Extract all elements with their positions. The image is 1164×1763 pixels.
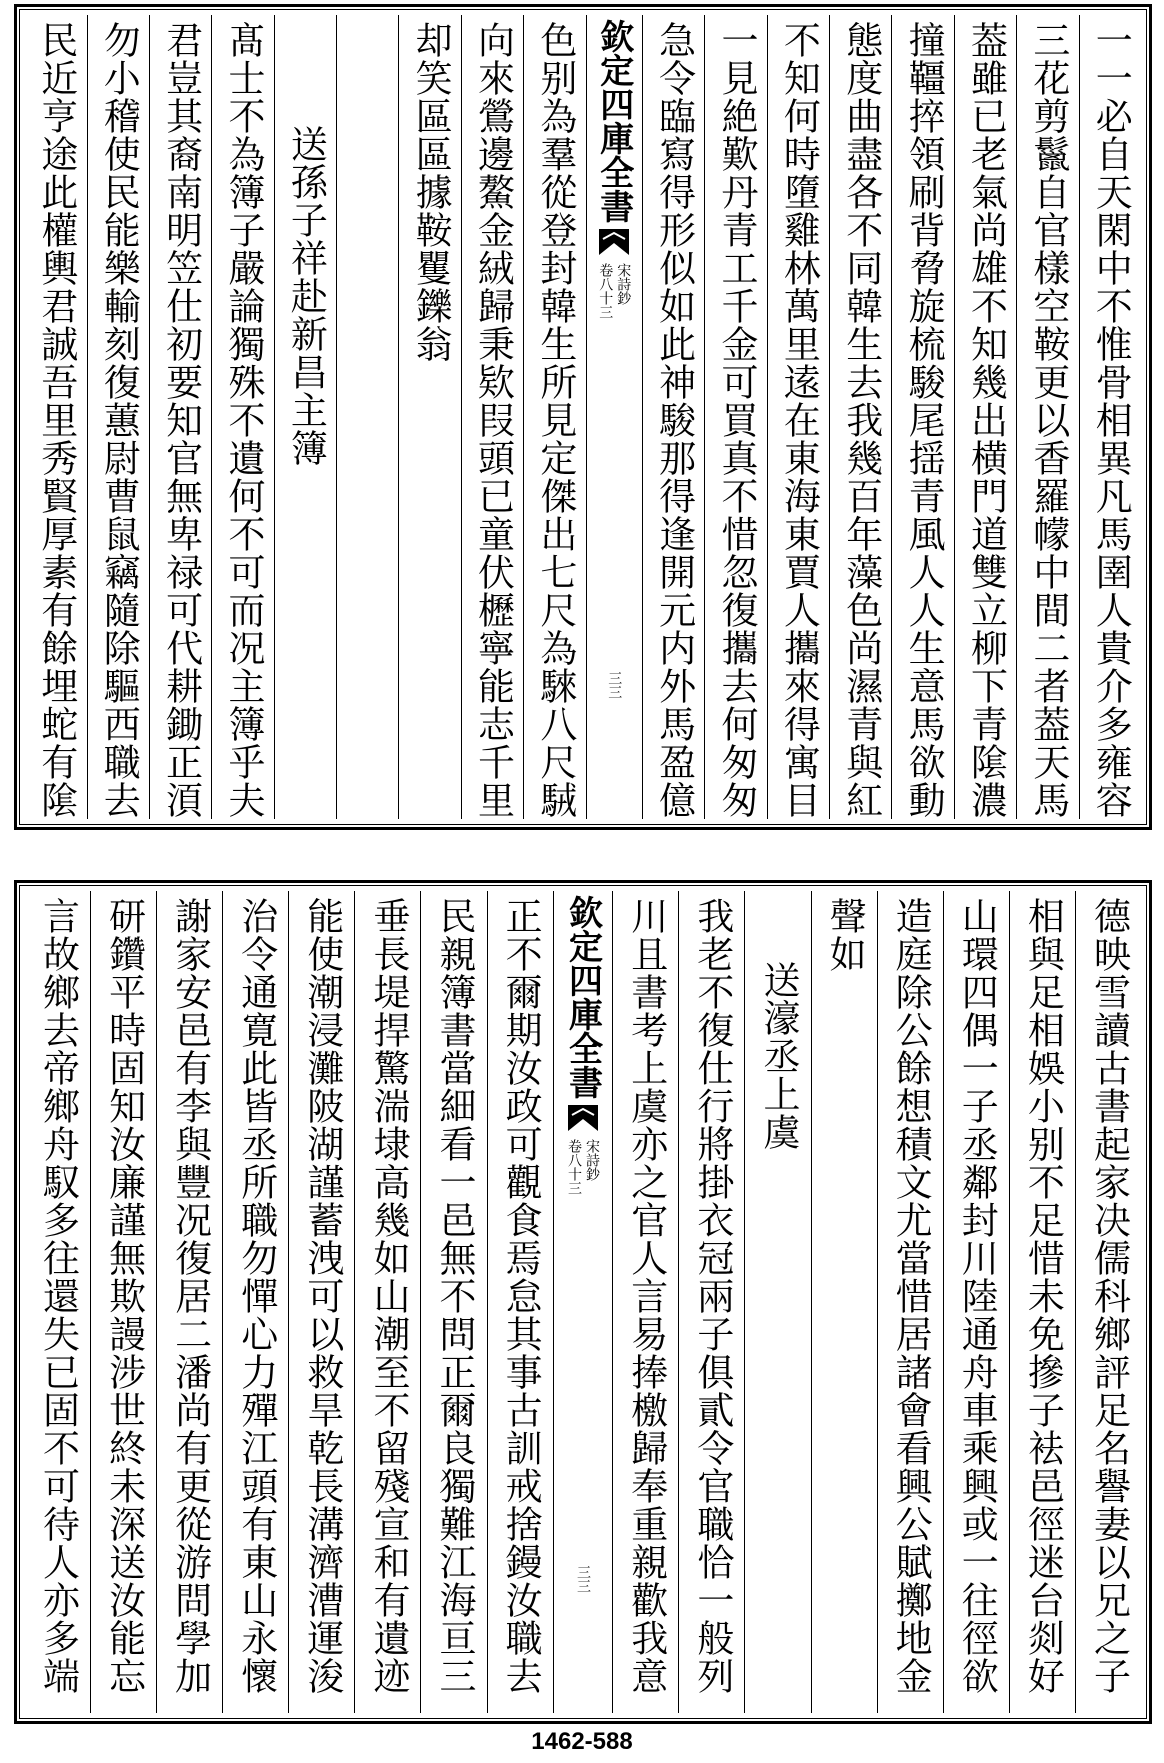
column-text: 正不爾期汝政可觀食焉怠其事古訓戒捨鏝汝職去: [499, 897, 543, 1695]
text-column: [891, 15, 953, 819]
text-column: [877, 891, 943, 1713]
text-column: [420, 891, 486, 1713]
column-text: 勿小稽使民能樂輸刻復蕙尉曹鼠竊隨除驅西職去: [97, 21, 141, 819]
column-text: 相與足相娛小别不足惜未免摻子袪邑徑迷台剡好: [1021, 897, 1065, 1695]
column-text: 治令通寛此皆丞所職勿憚心力殫江頭有東山永懷: [234, 897, 278, 1695]
text-column: [954, 15, 1016, 819]
center-fold-column: [553, 891, 613, 1713]
column-text: 撞韁捽領刷背脅旋梳駿尾揺青風人人生意馬欲動: [902, 21, 946, 819]
text-column: [149, 15, 211, 819]
column-text: 却笑區區據鞍矍鑠翁: [409, 21, 453, 363]
folio-number: 三三: [574, 1565, 591, 1593]
volume-info: [597, 263, 631, 319]
column-text: 民近亨途此權輿君誠吾里秀賢厚素有餘埋蛇有隂: [34, 21, 78, 819]
book-title: 欽定四庫全書: [593, 19, 634, 223]
column-text: 德映雪讀古書起家决儒科鄉評足名譽妻以兄之子: [1087, 897, 1131, 1695]
top-page-frame: [14, 4, 1152, 830]
text-column: [704, 15, 766, 819]
volume-number: 卷八十三: [565, 1139, 582, 1195]
text-column: [211, 15, 273, 819]
column-text: 聲如: [823, 897, 867, 973]
column-text: 山環四偶一子丞鄰封川陸通舟車乘興或一往徑欲: [955, 897, 999, 1695]
column-text: 一一必自天閑中不惟骨相異凡馬圉人貴介多雍容: [1089, 21, 1133, 819]
folio-number: 三三: [606, 671, 623, 699]
column-text: 造庭除公餘想積文尤當惜居諸會看興公賦擲地金: [889, 897, 933, 1695]
center-fold-column: [586, 15, 642, 819]
text-column: [25, 15, 86, 819]
text-column: [642, 15, 704, 819]
text-column: [811, 891, 877, 1713]
text-column: [288, 891, 354, 1713]
column-text: 急令臨寫得形似如此神駿那得逢開元内外馬盈億: [652, 21, 696, 819]
text-column: [678, 891, 744, 1713]
column-text: 葢雖已老氣尚雄不知幾出横門道雙立柳下青隂濃: [964, 21, 1008, 819]
column-text: 言故鄉去帝鄉舟馭多往還失已固不可待人亦多端: [36, 897, 80, 1695]
book-name: 宋詩鈔: [583, 1139, 600, 1181]
bottom-columns: [25, 891, 1141, 1713]
column-text: 色别為羣從登封韓生所見定傑出七尺為騋八尺駥: [533, 21, 577, 819]
text-column: [336, 15, 398, 819]
column-text: 我老不復仕行將掛衣冠兩子俱貳令官職恰一般列: [690, 897, 734, 1695]
text-column: [1075, 891, 1141, 1713]
book-name: 宋詩鈔: [615, 263, 632, 305]
text-column: [25, 891, 90, 1713]
column-text: 謝家安邑有李與豐况復居二潘尚有更從游問學加: [168, 897, 212, 1695]
column-text: 三花剪鬣自官樣空鞍更以香羅幪中間二者葢天馬: [1026, 21, 1070, 819]
column-text: 垂長堤捍驚湍埭高幾如山潮至不留殘宣和有遺迹: [366, 897, 410, 1695]
text-column: [87, 15, 149, 819]
top-columns: [25, 15, 1141, 819]
text-column: [1079, 15, 1141, 819]
text-column: [523, 15, 585, 819]
book-title: 欽定四庫全書: [562, 895, 603, 1099]
column-text: 髙士不為簿子嚴論獨殊不遺何不可而况主簿乎夫: [221, 21, 265, 819]
text-column: [354, 891, 420, 1713]
column-text: 向來鶯邊鰲金絨歸秉欵叚頭已童伏櫪寧能志千里: [471, 21, 515, 819]
text-column: [767, 15, 829, 819]
volume-number: 卷八十三: [597, 263, 614, 319]
column-text: 研鑽平時固知汝廉謹無欺謾涉世終未深送汝能忘: [102, 897, 146, 1695]
text-column: [461, 15, 523, 819]
text-column: [156, 891, 222, 1713]
column-text: 一見絶歎丹青工千金可買真不惜忽復攜去何匆匆: [714, 21, 758, 819]
text-column: [90, 891, 156, 1713]
poem-title-column: [274, 15, 336, 819]
text-column: [1009, 891, 1075, 1713]
poem-title: 送濠丞上虞: [756, 961, 800, 1151]
fishtail-mark-icon: [599, 229, 629, 255]
column-text: 能使潮浸灘陂湖謹蓄洩可以救旱乾長溝濟漕運浚: [300, 897, 344, 1695]
column-text: 君豈其裔南明笠仕初要知官無卑禄可代耕鋤正湏: [159, 21, 203, 819]
fishtail-mark-icon: [568, 1105, 598, 1131]
text-column: [398, 15, 460, 819]
text-column: [943, 891, 1009, 1713]
text-column: [487, 891, 553, 1713]
text-column: [1016, 15, 1078, 819]
column-text: 態度曲盡各不同韓生去我幾百年藻色尚濕青與紅: [839, 21, 883, 819]
column-text: 民親簿書當細看一邑無不問正爾良獨難江海亘三: [433, 897, 477, 1695]
column-text: 川且書考上虞亦之官人言易捧檄歸奉重親歡我意: [624, 897, 668, 1695]
column-text: 不知何時墮雞林萬里逺在東海東賈人攜來得寓目: [777, 21, 821, 819]
text-column: [829, 15, 891, 819]
text-column: [612, 891, 678, 1713]
volume-info: [566, 1139, 600, 1195]
page-footer-number: 1462-588: [531, 1728, 633, 1755]
bottom-page-frame: [14, 880, 1152, 1724]
poem-title: 送孫子祥赴新昌主簿: [284, 125, 328, 467]
poem-title-column: [744, 891, 810, 1713]
text-column: [222, 891, 288, 1713]
